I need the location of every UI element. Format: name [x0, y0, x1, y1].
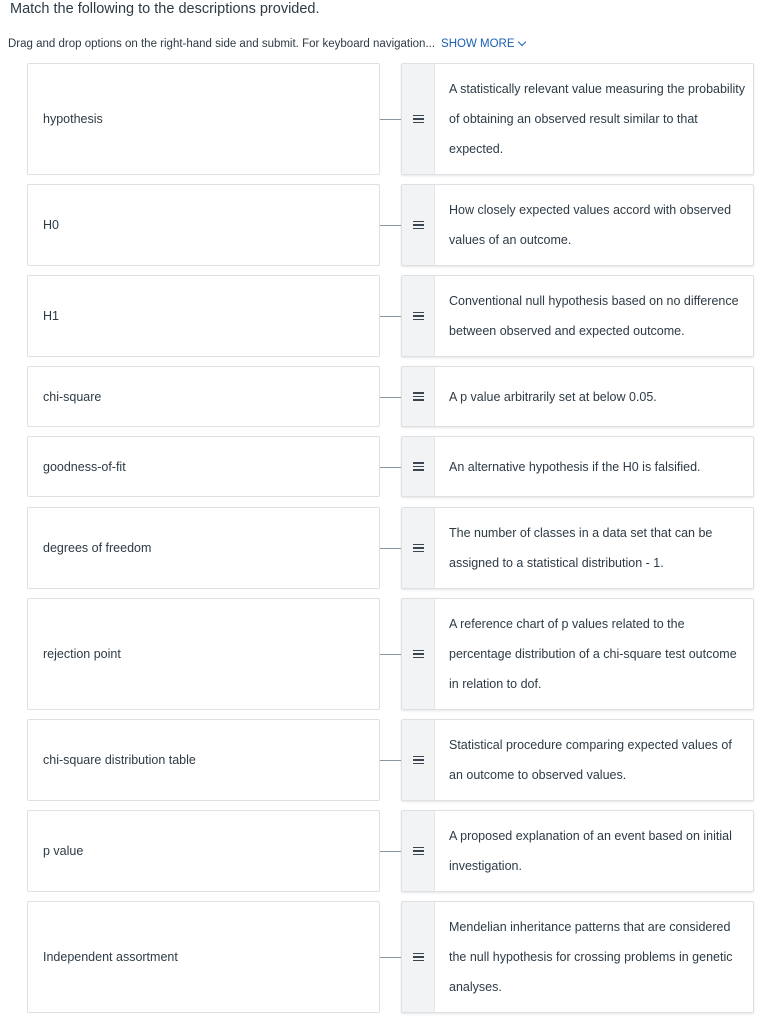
- drag-handle-icon[interactable]: [402, 811, 435, 891]
- connector-line: [380, 851, 402, 852]
- description-text: Statistical procedure comparing expected values of an outcome to observed values.: [449, 738, 732, 782]
- connector-line: [380, 760, 402, 761]
- term-box: H1: [27, 275, 380, 357]
- draggable-description[interactable]: [401, 366, 754, 427]
- description-text: An alternative hypothesis if the H0 is falsified.: [449, 459, 701, 474]
- drag-handle-icon[interactable]: [402, 902, 435, 1012]
- connector-line: [380, 654, 402, 655]
- term-box: goodness-of-fit: [27, 436, 380, 497]
- match-pair: [0, 810, 762, 892]
- drag-handle-icon[interactable]: [402, 508, 435, 588]
- connector-line: [380, 225, 402, 226]
- drag-handle-icon[interactable]: [402, 185, 435, 265]
- connector-line: [380, 397, 402, 398]
- question-title: Match the following to the descriptions provided.: [10, 1, 320, 17]
- draggable-description[interactable]: [401, 810, 754, 892]
- description-text: A reference chart of p values related to the percentage distribution of a chi-square test outcome in relation to dof.: [449, 617, 737, 691]
- connector-line: [380, 548, 402, 549]
- term-box: chi-square: [27, 366, 380, 427]
- drag-handle-icon[interactable]: [402, 437, 435, 496]
- match-pair: [0, 63, 762, 175]
- description-text: Conventional null hypothesis based on no difference between observed and expected outcome.: [449, 294, 739, 338]
- description-text: A proposed explanation of an event based on initial investigation.: [449, 829, 732, 873]
- drag-handle-icon[interactable]: [402, 720, 435, 800]
- match-pair: [0, 507, 762, 589]
- term-box: H0: [27, 184, 380, 266]
- drag-handle-icon[interactable]: [402, 64, 435, 174]
- draggable-description[interactable]: [401, 901, 754, 1013]
- match-pair: [0, 901, 762, 1013]
- match-pair: [0, 366, 762, 427]
- term-box: p value: [27, 810, 380, 892]
- draggable-description[interactable]: [401, 436, 754, 497]
- draggable-description[interactable]: [401, 63, 754, 175]
- draggable-description[interactable]: [401, 719, 754, 801]
- description-text: Mendelian inheritance patterns that are considered the null hypothesis for crossing problems in genetic analyses.: [449, 920, 733, 994]
- term-box: rejection point: [27, 598, 380, 710]
- term-box: degrees of freedom: [27, 507, 380, 589]
- show-more-label: SHOW MORE: [441, 38, 515, 50]
- drag-handle-icon[interactable]: [402, 276, 435, 356]
- connector-line: [380, 467, 402, 468]
- match-pair: [0, 275, 762, 357]
- term-box: Independent assortment: [27, 901, 380, 1013]
- connector-line: [380, 316, 402, 317]
- draggable-description[interactable]: [401, 184, 754, 266]
- draggable-description[interactable]: [401, 598, 754, 710]
- connector-line: [380, 119, 402, 120]
- instructions-text: Drag and drop options on the right-hand side and submit. For keyboard navigation...: [8, 38, 436, 50]
- draggable-description[interactable]: [401, 275, 754, 357]
- term-box: hypothesis: [27, 63, 380, 175]
- match-pair: [0, 184, 762, 266]
- term-box: chi-square distribution table: [27, 719, 380, 801]
- description-text: A p value arbitrarily set at below 0.05.: [449, 389, 657, 404]
- draggable-description[interactable]: [401, 507, 754, 589]
- drag-handle-icon[interactable]: [402, 367, 435, 426]
- description-text: The number of classes in a data set that can be assigned to a statistical distribution - 1.: [449, 526, 713, 570]
- match-pair: [0, 598, 762, 710]
- match-pair: [0, 436, 762, 497]
- description-text: How closely expected values accord with observed values of an outcome.: [449, 203, 732, 247]
- connector-line: [380, 957, 402, 958]
- drag-handle-icon[interactable]: [402, 599, 435, 709]
- description-text: A statistically relevant value measuring the probability of obtaining an observed result similar to that expected.: [449, 82, 745, 156]
- match-pair: [0, 719, 762, 801]
